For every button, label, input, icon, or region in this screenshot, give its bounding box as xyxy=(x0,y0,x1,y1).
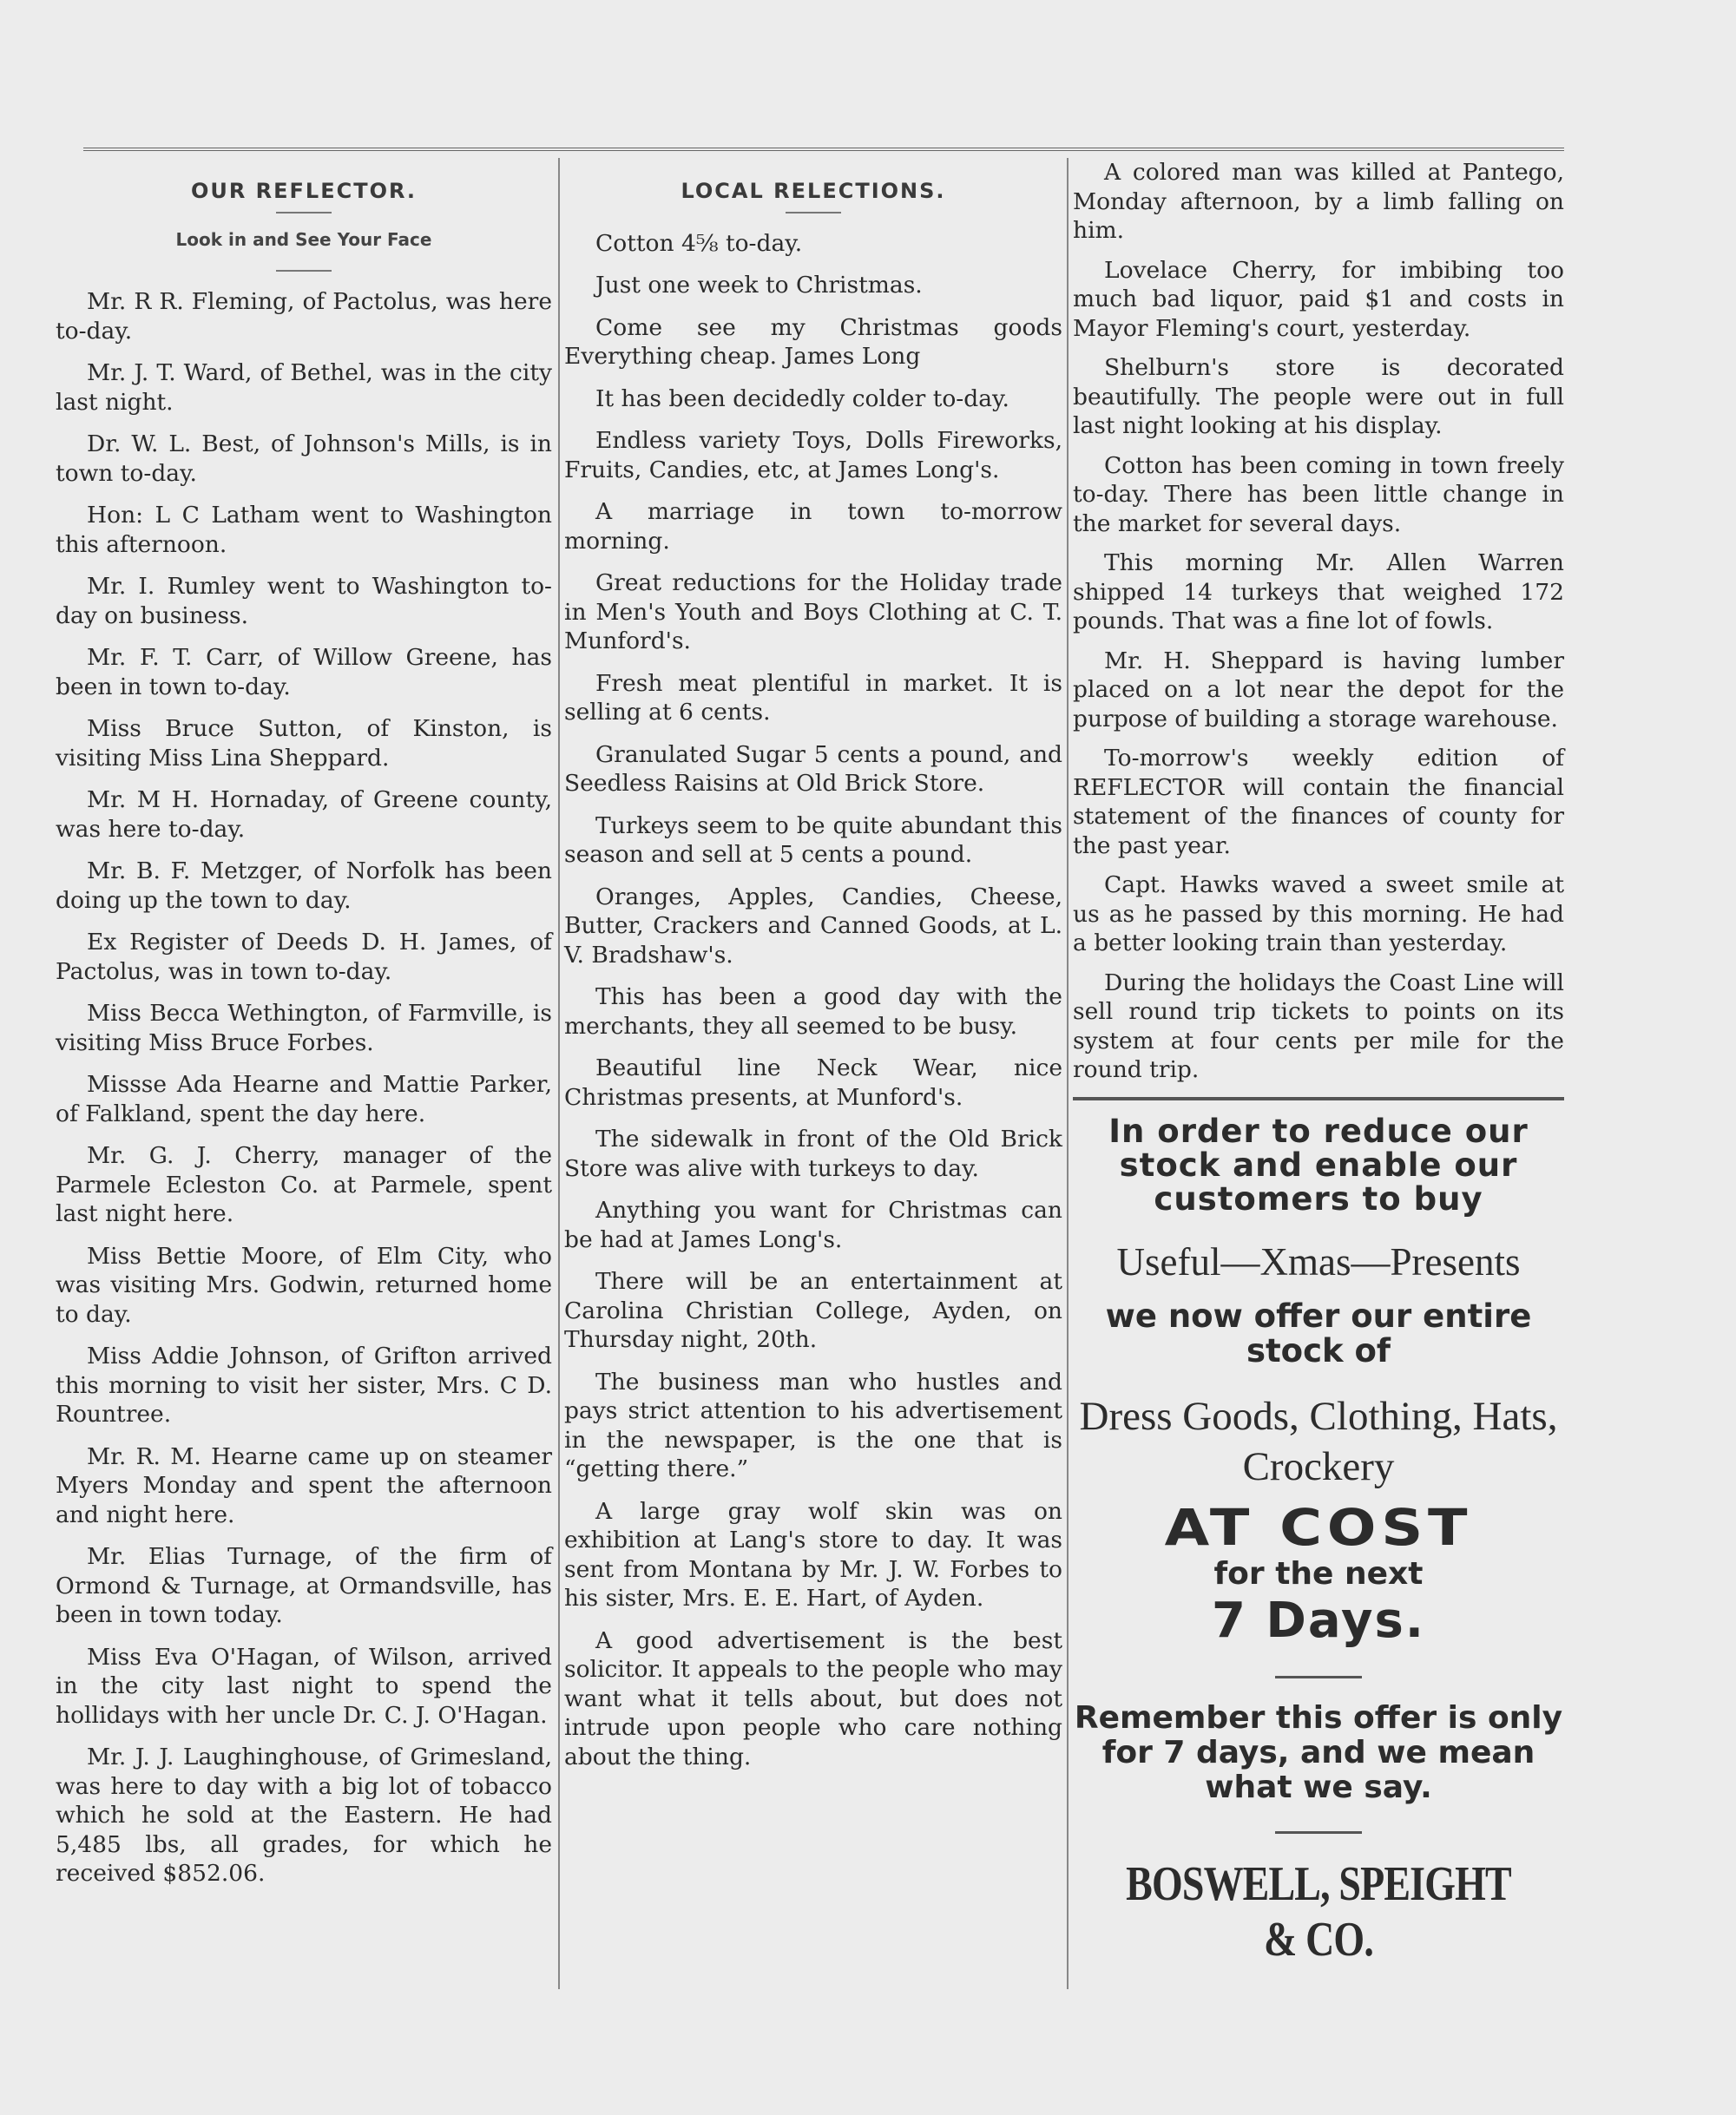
column-news-and-ad xyxy=(1073,158,1564,1967)
news-item: Cotton has been coming in town freely to-day. There has been little change in the market for several days. xyxy=(1073,451,1564,537)
personal-item: Missse Ada Hearne and Mattie Parker, of Falkland, spent the day here. xyxy=(56,1071,552,1127)
personal-item: Mr. M H. Hornaday, of Greene county, was here to-day. xyxy=(56,786,552,843)
local-item: Endless variety Toys, Dolls Fireworks, Fruits, Candies, etc, at James Long's. xyxy=(564,427,1062,483)
personal-item: Miss Bettie Moore, of Elm City, who was visiting Mrs. Godwin, returned home to day. xyxy=(56,1242,552,1328)
ad-remember: Remember this offer is only for 7 days, and we mean what we say. xyxy=(1074,1699,1563,1805)
personal-item: Miss Bruce Sutton, of Kinston, is visiting Miss Lina Sheppard. xyxy=(56,715,552,772)
local-item: It has been decidedly colder to-day. xyxy=(595,384,1009,412)
local-item: Great reductions for the Holiday trade in Men's Youth and Boys Clothing at C. T. Munford's. xyxy=(564,569,1062,654)
news-item: Capt. Hawks waved a sweet smile at us as he passed by this morning. He had a better looking train than yesterday. xyxy=(1073,871,1564,956)
personal-item: Mr. J. J. Laughinghouse, of Grimesland, was here to day with a big lot of tobacco which he sold at the Eastern. He had 5,485 lbs, all grades, for which he received $852.06. xyxy=(56,1744,552,1887)
ad-intro: In order to reduce our stock and enable our customers to buy xyxy=(1108,1112,1529,1218)
personal-item: Mr. B. F. Metzger, of Norfolk has been doing up the town to day. xyxy=(56,857,552,914)
personal-items xyxy=(56,287,552,1888)
ad-separator xyxy=(1073,1097,1564,1100)
personal-item: Mr. Elias Turnage, of the firm of Ormond & Turnage, at Ormandsville, has been in town today. xyxy=(56,1543,552,1628)
column-our-reflector xyxy=(56,158,552,1902)
news-item: This morning Mr. Allen Warren shipped 14 turkeys that weighed 172 pounds. That was a fine lot of fowls. xyxy=(1073,549,1564,634)
advertisement xyxy=(1073,1114,1564,1967)
top-double-rule xyxy=(83,148,1564,151)
local-item: A large gray wolf skin was on exhibition at Lang's store to day. It was sent from Montana by Mr. J. W. Forbes to his sister, Mrs. E. E. Hart, of Ayden. xyxy=(564,1497,1062,1612)
local-item: There will be an entertainment at Carolina Christian College, Ayden, on Thursday night, 20th. xyxy=(564,1268,1062,1353)
personal-item: Miss Addie Johnson, of Grifton arrived this morning to visit her sister, Mrs. C D. Rountree. xyxy=(56,1343,552,1428)
column-heading: OUR REFLECTOR. xyxy=(190,179,418,203)
personal-item: Hon: L C Latham went to Washington this afternoon. xyxy=(56,502,552,558)
local-item: Granulated Sugar 5 cents a pound, and Seedless Raisins at Old Brick Store. xyxy=(564,740,1062,797)
personal-item: Dr. W. L. Best, of Johnson's Mills, is in town to-day. xyxy=(56,430,552,487)
personal-item: Mr. R. M. Hearne came up on steamer Myers Monday and spent the afternoon and night here. xyxy=(56,1442,552,1528)
news-item: Shelburn's store is decorated beautifully. The people were out in full last night looking at his display. xyxy=(1073,354,1564,439)
local-item: Cotton 4⅝ to-day. xyxy=(595,229,803,257)
column-divider-2 xyxy=(1067,158,1069,1989)
column-heading: LOCAL RELECTIONS. xyxy=(681,179,946,203)
personal-item: Mr. R R. Fleming, of Pactolus, was here to-day. xyxy=(56,288,552,345)
news-items xyxy=(1073,158,1564,1085)
news-item: Mr. H. Sheppard is having lumber placed on a lot near the depot for the purpose of building a storage warehouse. xyxy=(1073,647,1564,732)
local-item: This has been a good day with the merchants, they all seemed to be busy. xyxy=(564,983,1062,1040)
heading-rule xyxy=(786,212,841,213)
local-item: A marriage in town to-morrow morning. xyxy=(564,498,1062,555)
news-item: To-morrow's weekly edition of REFLECTOR will contain the financial statement of the finances of county for the past year. xyxy=(1073,745,1564,859)
ad-goods: Dress Goods, Clothing, Hats, Crockery xyxy=(1079,1393,1558,1489)
news-item: Lovelace Cherry, for imbibing too much bad liquor, paid $1 and costs in Mayor Fleming's court, yesterday. xyxy=(1073,256,1564,342)
ad-useful-xmas-presents: Useful—Xmas—Presents xyxy=(1116,1239,1521,1284)
ad-firm-name: BOSWELL, SPEIGHT & CO. xyxy=(1126,1856,1511,1967)
ad-short-rule-2 xyxy=(1275,1831,1362,1834)
local-item: Turkeys seem to be quite abundant this season and sell at 5 cents a pound. xyxy=(564,811,1062,868)
personal-item: Mr. G. J. Cherry, manager of the Parmele Ecleston Co. at Parmele, spent last night here. xyxy=(56,1142,552,1227)
personal-item: Ex Register of Deeds D. H. James, of Pactolus, was in town to-day. xyxy=(56,929,552,985)
ad-seven-days: 7 Days. xyxy=(1211,1592,1426,1649)
ad-at-cost: AT COST xyxy=(1164,1497,1473,1557)
column-subheading: Look in and See Your Face xyxy=(175,228,432,250)
column-divider-1 xyxy=(558,158,560,1989)
ad-for-the-next: for the next xyxy=(1213,1555,1424,1592)
personal-item: Mr. F. T. Carr, of Willow Greene, has been in town to-day. xyxy=(56,644,552,700)
local-item: Oranges, Apples, Candies, Cheese, Butter, Crackers and Canned Goods, at L. V. Bradshaw's. xyxy=(564,883,1062,969)
column-local-relections xyxy=(564,158,1062,1784)
news-item: During the holidays the Coast Line will sell round trip tickets to points on its system at four cents per mile for the round trip. xyxy=(1073,969,1564,1083)
ad-short-rule xyxy=(1275,1676,1362,1678)
local-items xyxy=(564,229,1062,1772)
local-item: The sidewalk in front of the Old Brick Store was alive with turkeys to day. xyxy=(564,1126,1062,1182)
local-item: Fresh meat plentiful in market. It is selling at 6 cents. xyxy=(564,669,1062,726)
local-item: Come see my Christmas goods Everything cheap. James Long xyxy=(564,313,1062,370)
personal-item: Mr. J. T. Ward, of Bethel, was in the city last night. xyxy=(56,359,552,416)
local-item: Just one week to Christmas. xyxy=(595,272,923,299)
personal-item: Miss Becca Wethington, of Farmville, is visiting Miss Bruce Forbes. xyxy=(56,1000,552,1056)
personal-item: Mr. I. Rumley went to Washington to-day on business. xyxy=(56,573,552,629)
local-item: Beautiful line Neck Wear, nice Christmas presents, at Munford's. xyxy=(564,1054,1062,1111)
subheading-rule xyxy=(276,270,332,272)
local-item: Anything you want for Christmas can be had at James Long's. xyxy=(564,1197,1062,1253)
heading-rule xyxy=(276,212,332,213)
personal-item: Miss Eva O'Hagan, of Wilson, arrived in the city last night to spend the hollidays with her uncle Dr. C. J. O'Hagan. xyxy=(56,1643,552,1729)
local-item: The business man who hustles and pays strict attention to his advertisement in the newspaper, is the one that is “getting there.” xyxy=(564,1368,1062,1482)
local-item: A good advertisement is the best solicitor. It appeals to the people who may want what it tells about, but does not intrude upon people who care nothing about the thing. xyxy=(564,1626,1062,1770)
news-item: A colored man was killed at Pantego, Monday afternoon, by a limb falling on him. xyxy=(1073,159,1564,244)
ad-offer: we now offer our entire stock of xyxy=(1105,1297,1532,1369)
